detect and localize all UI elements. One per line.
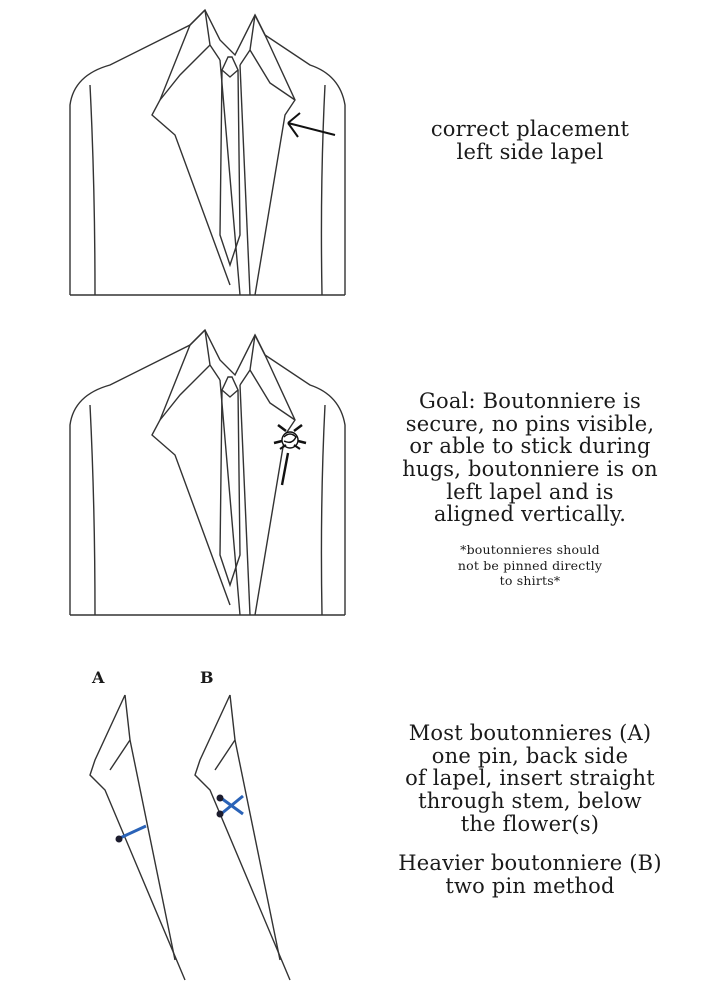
caption-line: two pin method	[445, 873, 615, 898]
lapel-b-illustration	[185, 690, 305, 990]
caption-line: the flower(s)	[460, 811, 600, 836]
arrow-icon	[288, 113, 335, 137]
caption-line: aligned vertically.	[433, 502, 627, 527]
pin-method-caption	[375, 722, 685, 835]
panel-goal	[0, 320, 720, 630]
label-b: B	[200, 668, 214, 687]
note-line: not be pinned directly	[457, 557, 603, 573]
panel-pin-methods	[0, 660, 720, 999]
heavier-caption	[375, 852, 685, 897]
shirt-note	[400, 542, 660, 589]
panel-correct-placement	[0, 0, 720, 310]
lapel-a-illustration	[80, 690, 200, 990]
caption-line: secure, no pins visible,	[405, 411, 655, 436]
caption-line: hugs, boutonniere is on	[402, 457, 658, 482]
placement-caption	[385, 118, 675, 163]
label-a: A	[92, 668, 105, 687]
caption-line: through stem, below	[418, 789, 642, 814]
note-line: to shirts*	[499, 573, 561, 589]
suit-jacket-illustration	[60, 5, 360, 305]
caption-line: left lapel and is	[446, 479, 614, 504]
suit-jacket-with-boutonniere-illustration	[60, 325, 360, 625]
caption-line: Heavier boutonniere (B)	[398, 851, 662, 875]
caption-line: one pin, back side	[431, 743, 629, 768]
caption-line: Goal: Boutonniere is	[419, 389, 641, 413]
goal-caption	[380, 390, 680, 526]
caption-line: correct placement	[430, 117, 630, 141]
caption-line: left side lapel	[456, 139, 604, 164]
note-line: *boutonnieres should	[460, 542, 600, 557]
caption-line: of lapel, insert straight	[405, 766, 655, 791]
caption-line: or able to stick during	[409, 434, 651, 459]
caption-line: Most boutonnieres (A)	[408, 721, 652, 745]
